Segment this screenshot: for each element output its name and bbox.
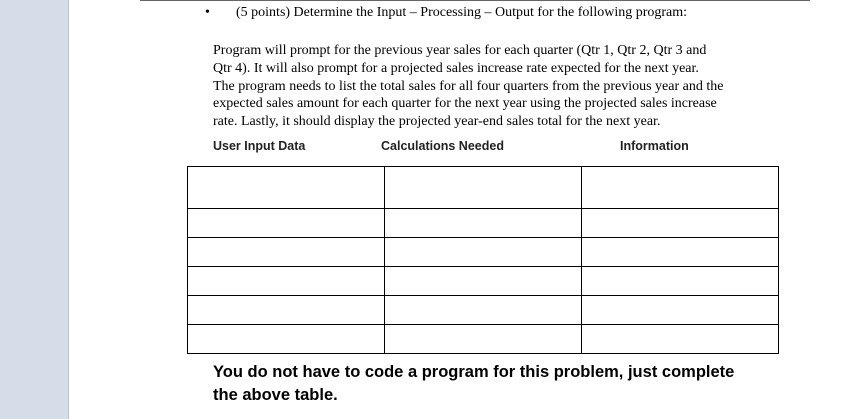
paragraph-line: expected sales amount for each quarter for the next year using the projected sales increase (213, 96, 717, 112)
table-row (188, 325, 779, 354)
bullet-icon: • (205, 5, 210, 20)
paragraph-line: Program will prompt for the previous year sales for each quarter (Qtr 1, Qtr 2, Qtr 3 and (213, 43, 707, 58)
table-cell[interactable] (582, 267, 779, 296)
note-line: You do not have to code a program for this problem, just complete (213, 363, 735, 381)
table-cell[interactable] (188, 325, 385, 354)
header-information: Information (620, 139, 689, 153)
table-cell[interactable] (582, 296, 779, 325)
table-cell[interactable] (582, 167, 779, 209)
table-row (188, 209, 779, 238)
ipo-table (187, 166, 779, 354)
table-cell[interactable] (385, 238, 582, 267)
table-row (188, 238, 779, 267)
table-cell[interactable] (385, 296, 582, 325)
problem-description (213, 42, 773, 131)
table-cell[interactable] (582, 238, 779, 267)
table-cell[interactable] (582, 209, 779, 238)
table-cell[interactable] (385, 325, 582, 354)
table-cell[interactable] (385, 167, 582, 209)
header-calculations-needed: Calculations Needed (381, 139, 504, 153)
table-cell[interactable] (385, 209, 582, 238)
table-row (188, 267, 779, 296)
table-cell[interactable] (188, 238, 385, 267)
table-row (188, 296, 779, 325)
table-cell[interactable] (188, 267, 385, 296)
table-cell[interactable] (385, 267, 582, 296)
table-cell[interactable] (188, 167, 385, 209)
paragraph-line: rate. Lastly, it should display the projected year-end sales total for the next year. (213, 114, 661, 130)
document-gutter (0, 0, 68, 419)
table-row (188, 167, 779, 209)
table-cell[interactable] (188, 296, 385, 325)
paragraph-line: The program needs to list the total sales for all four quarters from the previous year and the (213, 78, 724, 94)
instruction-note (213, 361, 773, 407)
table-cell[interactable] (188, 209, 385, 238)
paragraph-line: Qtr 4). It will also prompt for a projected sales increase rate expected for the next year. (213, 60, 699, 76)
note-line: the above table. (213, 386, 338, 404)
table-cell[interactable] (582, 325, 779, 354)
question-text: (5 points) Determine the Input – Processing – Output for the following program: (236, 5, 688, 20)
header-user-input-data: User Input Data (213, 139, 306, 153)
previous-table-border (140, 0, 810, 1)
